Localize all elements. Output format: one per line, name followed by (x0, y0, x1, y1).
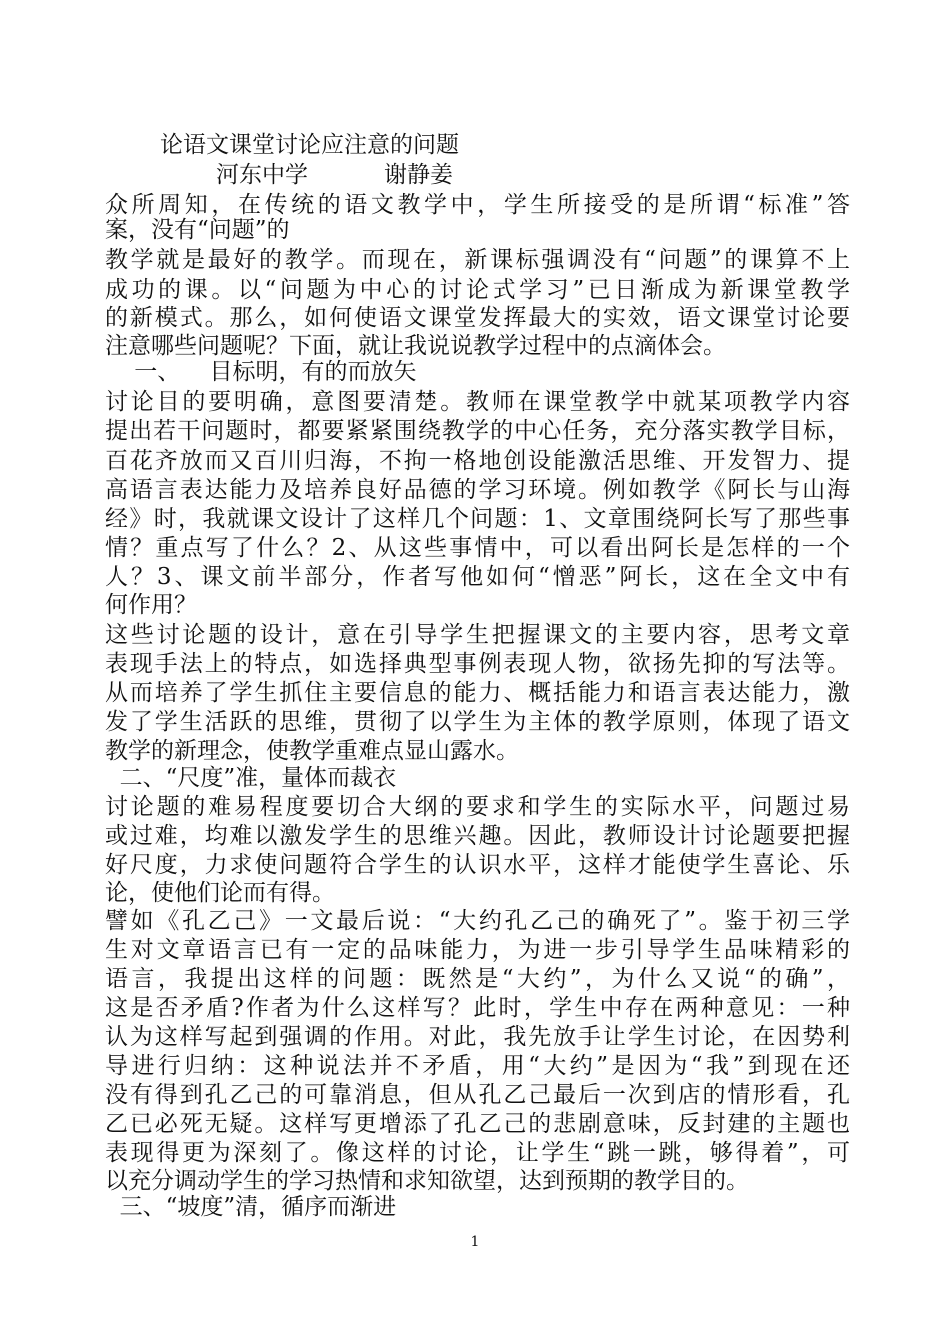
text-line: 这是否矛盾?作者为什么这样写？此时，学生中存在两种意见：一种 (105, 995, 850, 1021)
text-line: 认为这样写起到强调的作用。对此，我先放手让学生讨论，在因势利 (105, 1024, 850, 1050)
text-line: 何作用？ (105, 592, 197, 618)
school-name: 河东中学 (216, 162, 308, 188)
page-number: 1 (470, 1234, 480, 1250)
text-line: 生对文章语言已有一定的品味能力，为进一步引导学生品味精彩的 (105, 937, 850, 963)
text-line: 的新模式。那么，如何使语文课堂发挥最大的实效，语文课堂讨论要 (105, 305, 850, 331)
text-line: 论，使他们论而有得。 (105, 880, 335, 906)
text-line: 百花齐放而又百川归海，不拘一格地创设能激活思维、开发智力、提 (105, 448, 850, 474)
text-line: 人？3、课文前半部分，作者写他如何“憎恶”阿长，这在全文中有 (105, 564, 850, 590)
text-line: 注意哪些问题呢？下面，就让我说说教学过程中的点滴体会。 (105, 333, 726, 359)
text-line: 或过难，均难以激发学生的思维兴趣。因此，教师设计讨论题要把握 (105, 823, 850, 849)
text-line: 案，没有“问题”的 (105, 217, 290, 243)
text-line: 表现手法上的特点，如选择典型事例表现人物，欲扬先抑的写法等。 (105, 651, 850, 677)
text-line: 以充分调动学生的学习热情和求知欲望，达到预期的教学目的。 (105, 1168, 749, 1194)
text-line: 讨论目的要明确，意图要清楚。教师在课堂教学中就某项教学内容 (105, 389, 850, 415)
text-line: 提出若干问题时，都要紧紧围绕教学的中心任务，充分落实教学目标， (105, 418, 850, 444)
section-heading: 一、 目标明，有的而放矢 (105, 359, 417, 385)
byline (216, 160, 950, 190)
text-line: 教学的新理念，使教学重难点显山露水。 (105, 738, 519, 764)
text-line: 表现得更为深刻了。像这样的讨论，让学生“跳一跳，够得着”，可 (105, 1140, 850, 1166)
text-line: 教学就是最好的教学。而现在，新课标强调没有“问题”的课算不上 (105, 247, 850, 273)
author-name: 谢静姜 (384, 162, 453, 188)
text-line: 导进行归纳：这种说法并不矛盾，用“大约”是因为“我”到现在还 (105, 1053, 850, 1079)
text-line: 譬如《孔乙己》一文最后说：“大约孔乙己的确死了”。鉴于初三学 (105, 908, 850, 934)
text-line: 情？重点写了什么？2、从这些事情中，可以看出阿长是怎样的一个 (105, 535, 850, 561)
text-line: 好尺度，力求使问题符合学生的认识水平，这样才能使学生喜论、乐 (105, 852, 850, 878)
text-line: 高语言表达能力及培养良好品德的学习环境。例如教学《阿长与山海 (105, 477, 850, 503)
text-line: 语言，我提出这样的问题：既然是“大约”，为什么又说“的确”， (105, 966, 850, 992)
text-line: 成功的课。以“问题为中心的讨论式学习”已日渐成为新课堂教学 (105, 277, 850, 303)
section-heading: 二、“尺度”准，量体而裁衣 (105, 765, 397, 791)
text-line: 众所周知，在传统的语文教学中，学生所接受的是所谓“标准”答 (105, 192, 850, 218)
document-title: 论语文课堂讨论应注意的问题 (160, 132, 459, 158)
section-heading: 三、“坡度”清，循序而渐进 (105, 1194, 397, 1220)
text-line: 这些讨论题的设计，意在引导学生把握课文的主要内容，思考文章 (105, 622, 850, 648)
text-line: 从而培养了学生抓住主要信息的能力、概括能力和语言表达能力，激 (105, 680, 850, 706)
text-line: 经》时，我就课文设计了这样几个问题：1、文章围绕阿长写了那些事 (105, 506, 850, 532)
text-line: 没有得到孔乙己的可靠消息，但从孔乙己最后一次到店的情形看，孔 (105, 1082, 850, 1108)
text-line: 讨论题的难易程度要切合大纲的要求和学生的实际水平，问题过易 (105, 794, 850, 820)
text-line: 发了学生活跃的思维，贯彻了以学生为主体的教学原则，体现了语文 (105, 709, 850, 735)
text-line: 乙已必死无疑。这样写更增添了孔乙己的悲剧意味，反封建的主题也 (105, 1111, 850, 1137)
